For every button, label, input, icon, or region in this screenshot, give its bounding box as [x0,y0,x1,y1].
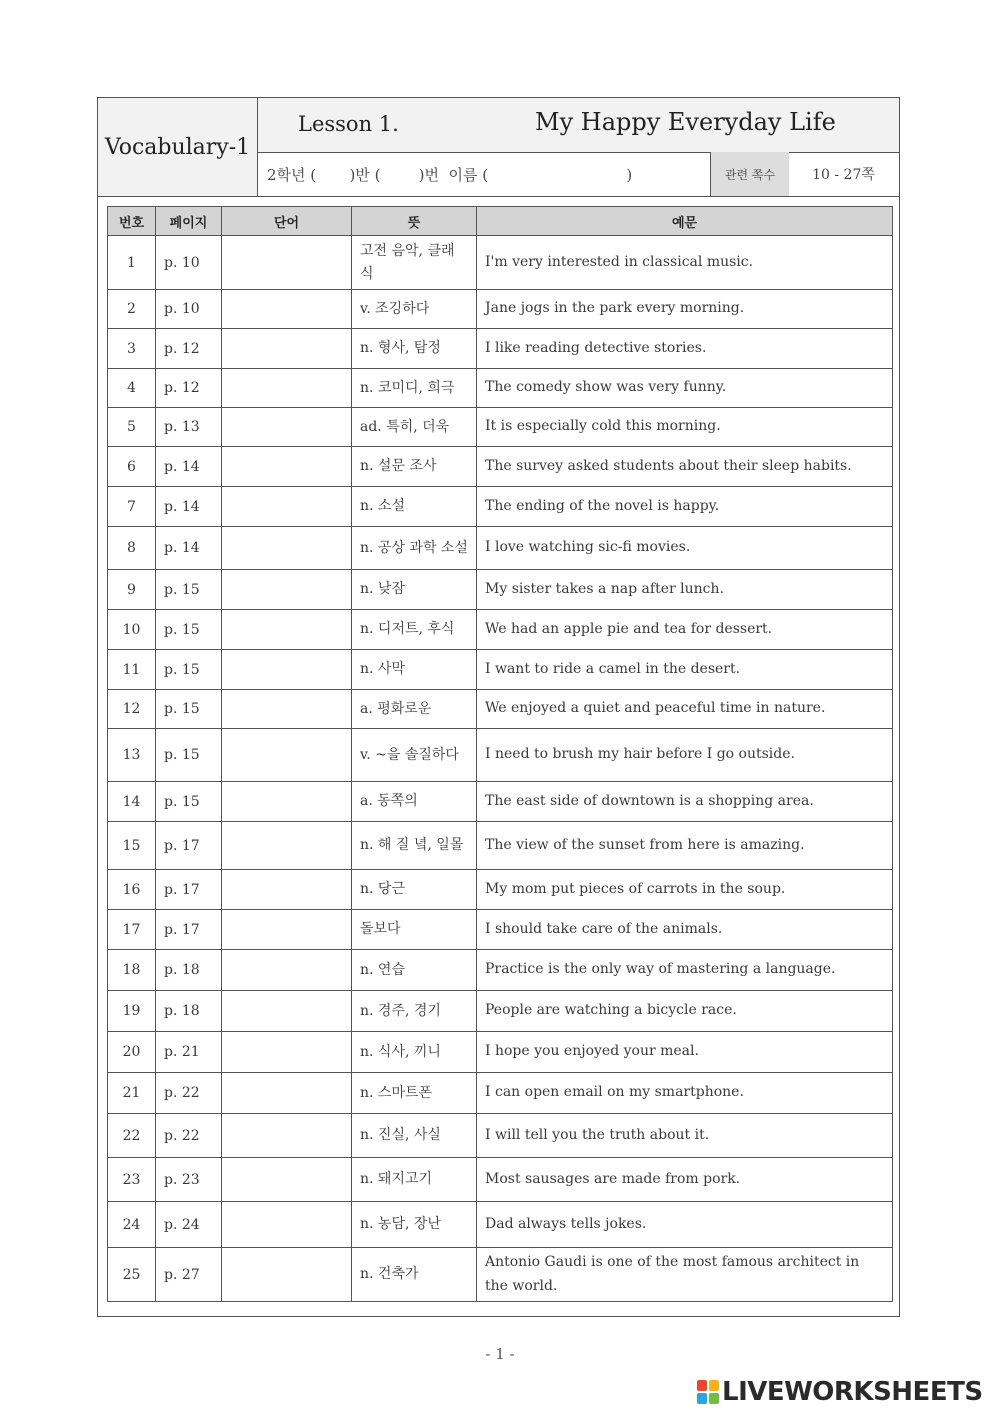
logo-square-4 [709,1393,719,1404]
table-row [108,991,893,1032]
table-row [108,950,893,991]
row-meaning: n. 식사, 끼니 [352,1032,477,1073]
related-pages-value: 10 - 27쪽 [812,167,875,183]
table-row [108,690,893,729]
col-header-word: 단어 [222,207,352,236]
row-number: 7 [108,487,156,527]
row-number: 24 [108,1202,156,1248]
row-meaning: ad. 특히, 더욱 [352,408,477,447]
worksheet-header [98,98,899,197]
row-number: 5 [108,408,156,447]
row-example: I can open email on my smartphone. [477,1073,893,1114]
row-page: p. 14 [156,447,222,487]
vocabulary-title: Vocabulary-1 [98,98,258,196]
row-example: I want to ride a camel in the desert. [477,650,893,690]
row-number: 25 [108,1248,156,1302]
row-page: p. 21 [156,1032,222,1073]
row-page: p. 14 [156,487,222,527]
row-number: 11 [108,650,156,690]
row-meaning: n. 돼지고기 [352,1158,477,1202]
row-meaning: n. 낮잠 [352,570,477,610]
table-row [108,910,893,950]
row-number: 15 [108,822,156,870]
logo-mark-icon [697,1380,719,1404]
row-word-blank[interactable] [222,1202,352,1248]
row-number: 19 [108,991,156,1032]
row-word-blank[interactable] [222,1073,352,1114]
row-meaning: a. 동쪽의 [352,782,477,822]
row-page: p. 22 [156,1114,222,1158]
row-example: We enjoyed a quiet and peaceful time in nature. [477,690,893,729]
row-number: 23 [108,1158,156,1202]
row-word-blank[interactable] [222,690,352,729]
row-meaning: n. 설문 조사 [352,447,477,487]
col-header-page: 페이지 [156,207,222,236]
row-page: p. 10 [156,236,222,290]
row-number: 18 [108,950,156,991]
row-word-blank[interactable] [222,610,352,650]
col-header-meaning: 뜻 [352,207,477,236]
row-word-blank[interactable] [222,369,352,408]
row-number: 2 [108,290,156,329]
row-word-blank[interactable] [222,236,352,290]
col-header-number: 번호 [108,207,156,236]
row-page: p. 27 [156,1248,222,1302]
row-meaning: n. 소설 [352,487,477,527]
row-word-blank[interactable] [222,650,352,690]
row-number: 22 [108,1114,156,1158]
table-row [108,822,893,870]
row-word-blank[interactable] [222,408,352,447]
row-meaning: 고전 음악, 클래식 [352,236,477,290]
table-header-row [108,207,893,236]
row-word-blank[interactable] [222,910,352,950]
row-meaning: n. 건축가 [352,1248,477,1302]
row-example: I need to brush my hair before I go outside. [477,729,893,782]
table-row [108,527,893,570]
row-number: 1 [108,236,156,290]
row-number: 10 [108,610,156,650]
row-meaning: n. 디저트, 후식 [352,610,477,650]
row-meaning: n. 농담, 장난 [352,1202,477,1248]
logo-square-2 [709,1380,719,1391]
table-row [108,870,893,910]
row-example: The east side of downtown is a shopping area. [477,782,893,822]
row-page: p. 23 [156,1158,222,1202]
lesson-row [258,98,899,153]
row-word-blank[interactable] [222,870,352,910]
row-example: Practice is the only way of mastering a language. [477,950,893,991]
row-page: p. 17 [156,910,222,950]
row-page: p. 18 [156,991,222,1032]
row-number: 20 [108,1032,156,1073]
row-page: p. 15 [156,729,222,782]
row-page: p. 17 [156,822,222,870]
row-example: Jane jogs in the park every morning. [477,290,893,329]
table-row [108,1073,893,1114]
row-example: I love watching sic-fi movies. [477,527,893,570]
table-row [108,329,893,369]
row-word-blank[interactable] [222,729,352,782]
table-row [108,1202,893,1248]
row-example: The comedy show was very funny. [477,369,893,408]
table-row [108,1032,893,1073]
table-row [108,650,893,690]
related-pages-label: 관련 쪽수 [710,152,789,196]
row-meaning: n. 스마트폰 [352,1073,477,1114]
row-word-blank[interactable] [222,329,352,369]
table-row [108,447,893,487]
row-word-blank[interactable] [222,950,352,991]
row-meaning: v. ~을 솔질하다 [352,729,477,782]
row-number: 3 [108,329,156,369]
row-page: p. 10 [156,290,222,329]
logo-text: LIVEWORKSHEETS [722,1377,983,1407]
row-word-blank[interactable] [222,570,352,610]
vocabulary-table [107,206,893,1302]
row-word-blank[interactable] [222,1248,352,1302]
row-meaning: n. 진실, 사실 [352,1114,477,1158]
row-meaning: v. 조깅하다 [352,290,477,329]
row-example: Dad always tells jokes. [477,1202,893,1248]
row-word-blank[interactable] [222,991,352,1032]
row-meaning: n. 경주, 경기 [352,991,477,1032]
table-row [108,729,893,782]
row-number: 17 [108,910,156,950]
row-page: p. 13 [156,408,222,447]
table-row [108,782,893,822]
row-meaning: n. 해 질 녘, 일몰 [352,822,477,870]
row-page: p. 15 [156,650,222,690]
row-example: People are watching a bicycle race. [477,991,893,1032]
table-row [108,610,893,650]
row-number: 4 [108,369,156,408]
row-example: We had an apple pie and tea for dessert. [477,610,893,650]
row-example: It is especially cold this morning. [477,408,893,447]
row-word-blank[interactable] [222,822,352,870]
row-page: p. 15 [156,782,222,822]
row-page: p. 15 [156,610,222,650]
row-meaning: a. 평화로운 [352,690,477,729]
liveworksheets-logo [697,1377,983,1407]
table-row [108,1248,893,1302]
col-header-example: 예문 [477,207,893,236]
row-example: The survey asked students about their sleep habits. [477,447,893,487]
row-page: p. 14 [156,527,222,570]
table-row [108,487,893,527]
table-row [108,1158,893,1202]
row-page: p. 24 [156,1202,222,1248]
row-number: 14 [108,782,156,822]
row-number: 21 [108,1073,156,1114]
row-example: My sister takes a nap after lunch. [477,570,893,610]
logo-square-3 [697,1393,707,1404]
row-example: I should take care of the animals. [477,910,893,950]
table-row [108,570,893,610]
row-page: p. 17 [156,870,222,910]
row-meaning: n. 연습 [352,950,477,991]
logo-square-1 [697,1380,707,1391]
table-row [108,236,893,290]
row-number: 6 [108,447,156,487]
row-page: p. 12 [156,329,222,369]
row-word-blank[interactable] [222,1032,352,1073]
row-example: The ending of the novel is happy. [477,487,893,527]
row-meaning: 돌보다 [352,910,477,950]
row-number: 9 [108,570,156,610]
row-page: p. 15 [156,570,222,610]
row-number: 16 [108,870,156,910]
row-word-blank[interactable] [222,782,352,822]
row-page: p. 15 [156,690,222,729]
row-example: I like reading detective stories. [477,329,893,369]
page-number: - 1 - [485,1345,515,1363]
row-page: p. 18 [156,950,222,991]
row-meaning: n. 형사, 탐정 [352,329,477,369]
lesson-title: My Happy Everyday Life [535,108,836,136]
row-meaning: n. 공상 과학 소설 [352,527,477,570]
row-example: I will tell you the truth about it. [477,1114,893,1158]
row-example: Antonio Gaudi is one of the most famous architect in the world. [477,1248,893,1302]
lesson-number: Lesson 1. [298,112,399,136]
row-number: 12 [108,690,156,729]
table-row [108,369,893,408]
row-word-blank[interactable] [222,1114,352,1158]
table-row [108,1114,893,1158]
row-word-blank[interactable] [222,527,352,570]
row-example: Most sausages are made from pork. [477,1158,893,1202]
row-word-blank[interactable] [222,1158,352,1202]
row-meaning: n. 사막 [352,650,477,690]
row-word-blank[interactable] [222,290,352,329]
student-info-row [258,152,899,196]
row-word-blank[interactable] [222,487,352,527]
row-page: p. 12 [156,369,222,408]
table-row [108,408,893,447]
row-number: 13 [108,729,156,782]
student-info[interactable]: 2학년 ( )반 ( )번 이름 ( ) [267,166,633,184]
row-example: I hope you enjoyed your meal. [477,1032,893,1073]
table-row [108,290,893,329]
row-meaning: n. 코미디, 희극 [352,369,477,408]
row-page: p. 22 [156,1073,222,1114]
row-example: I'm very interested in classical music. [477,236,893,290]
row-meaning: n. 당근 [352,870,477,910]
row-word-blank[interactable] [222,447,352,487]
row-example: My mom put pieces of carrots in the soup. [477,870,893,910]
row-number: 8 [108,527,156,570]
row-example: The view of the sunset from here is amazing. [477,822,893,870]
